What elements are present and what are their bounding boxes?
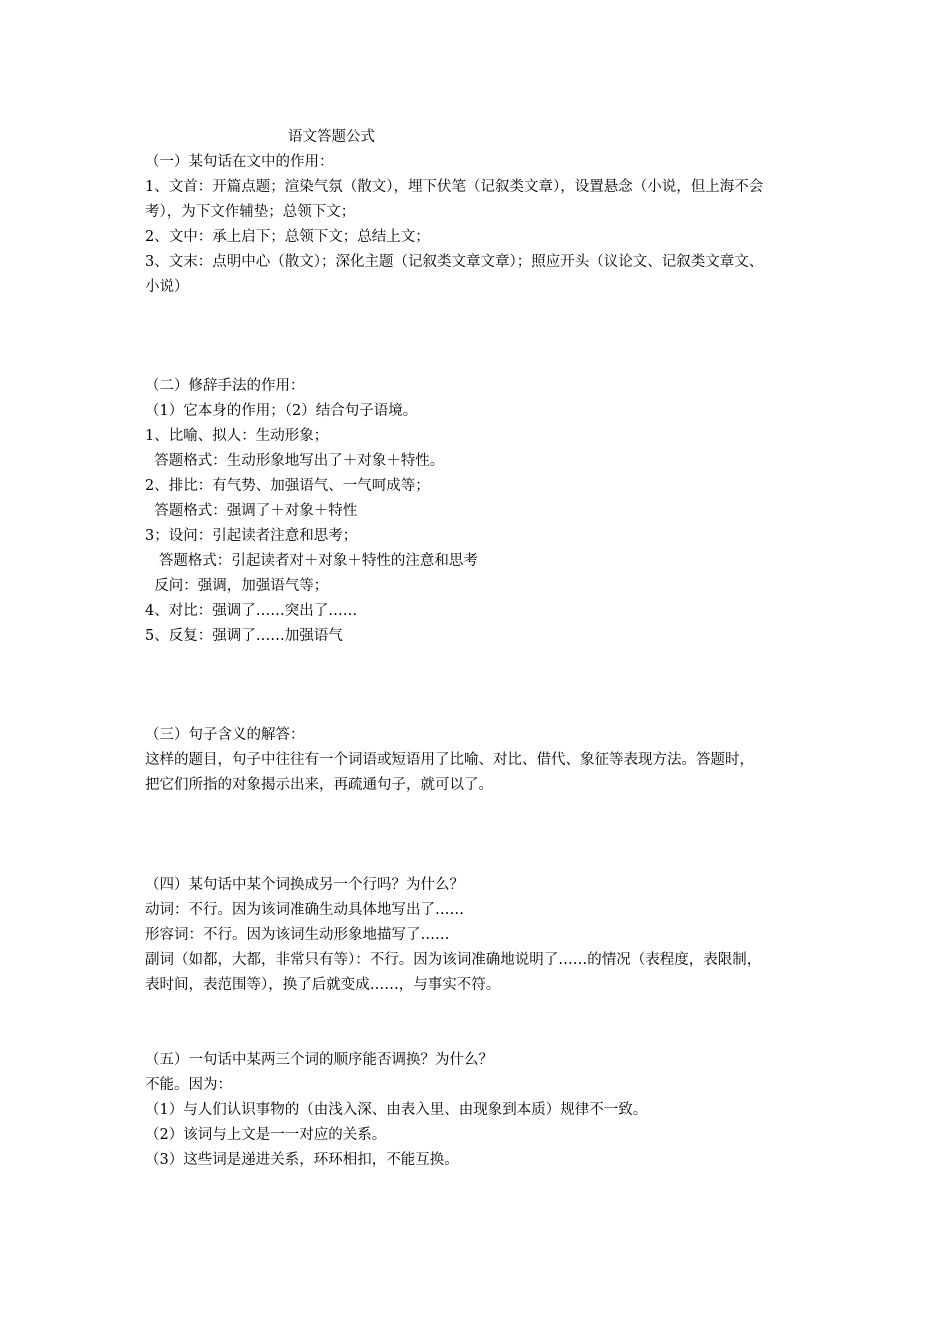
text-line: 反问：强调，加强语气等； — [145, 578, 329, 594]
text-line: 副词（如都，大都，非常只有等）：不行。因为该词准确地说明了……的情况（表程度，表限制， — [145, 952, 762, 968]
text-line: 这样的题目，句子中往往有一个词语或短语用了比喻、对比、借代、象征等表现方法。答题时， — [145, 752, 754, 768]
text-line: 动词：不行。因为该词准确生动具体地写出了…… — [145, 902, 464, 918]
text-line: （2）该词与上文是一一对应的关系。 — [145, 1127, 387, 1143]
text-line: （1）与人们认识事物的（由浅入深、由表入里、由现象到本质）规律不一致。 — [145, 1102, 648, 1118]
text-line: 考），为下文作辅垫；总领下文； — [145, 204, 356, 220]
text-line: 2、文中：承上启下；总领下文；总结上文； — [145, 229, 430, 245]
section-2-heading: （二）修辞手法的作用： — [145, 378, 305, 394]
text-line: 2、排比：有气势、加强语气、一气呵成等； — [145, 478, 430, 494]
text-line: 1、比喻、拟人：生动形象； — [145, 428, 329, 444]
text-line: 形容词：不行。因为该词生动形象地描写了…… — [145, 927, 450, 943]
text-line: 把它们所指的对象揭示出来，再疏通句子，就可以了。 — [145, 777, 493, 793]
text-line: 答题格式：强调了＋对象＋特性 — [145, 503, 358, 519]
text-line: 不能。因为： — [145, 1077, 232, 1093]
text-line: 表时间，表范围等），换了后就变成……，与事实不符。 — [145, 977, 501, 993]
section-5-heading: （五）一句话中某两三个词的顺序能否调换？为什么？ — [145, 1052, 493, 1068]
text-line: 答题格式：生动形象地写出了＋对象＋特性。 — [145, 453, 445, 469]
text-line: （3）这些词是递进关系，环环相扣，不能互换。 — [145, 1152, 459, 1168]
text-line: 1、文首：开篇点题；渲染气氛（散文），埋下伏笔（记叙类文章），设置悬念（小说，但上海不会 — [145, 179, 764, 195]
text-line: 3、文末：点明中心（散文）；深化主题（记叙类文章文章）；照应开头（议论文、记叙类文章文、 — [145, 254, 764, 270]
text-line: 3；设问：引起读者注意和思考； — [145, 528, 358, 544]
text-line: 5、反复：强调了……加强语气 — [145, 628, 343, 644]
section-1-heading: （一）某句话在文中的作用： — [145, 154, 334, 170]
text-line: （1）它本身的作用；（2）结合句子语境。 — [145, 403, 418, 419]
text-line: 4、对比：强调了……突出了…… — [145, 603, 358, 619]
text-line: 答题格式：引起读者对＋对象＋特性的注意和思考 — [145, 553, 478, 569]
section-4-heading: （四）某句话中某个词换成另一个行吗？为什么？ — [145, 877, 464, 893]
document-title: 语文答题公式 — [288, 129, 375, 145]
section-3-heading: （三）句子含义的解答： — [145, 727, 305, 743]
text-line: 小说） — [145, 279, 189, 295]
